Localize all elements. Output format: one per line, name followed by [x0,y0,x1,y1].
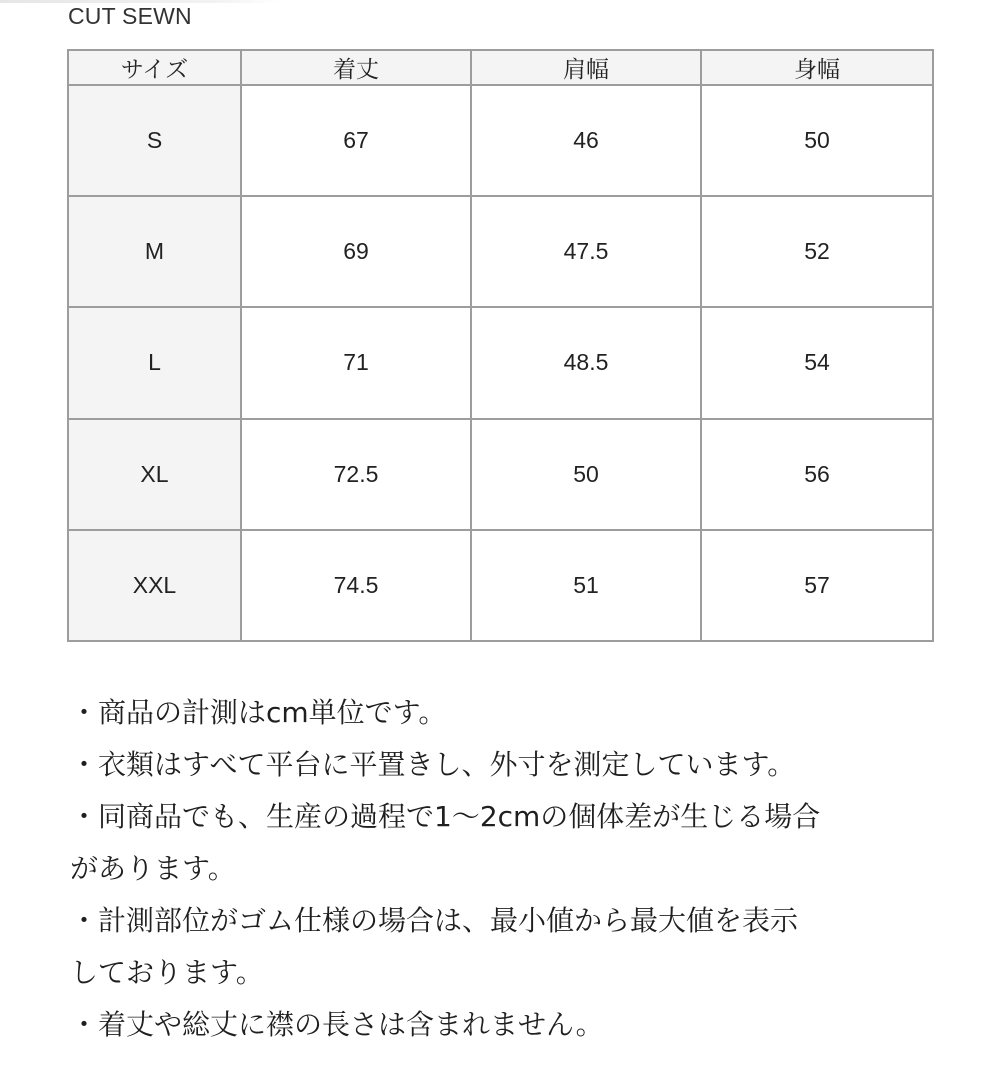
note-line: ・計測部位がゴム仕様の場合は、最小値から最大値を表示 [70,904,799,937]
note-line: ・同商品でも、生産の過程で1～2cmの個体差が生じる場合 [70,800,821,833]
length-cell: 72.5 [241,419,471,530]
measurement-notes [70,687,950,1051]
shoulder-cell: 47.5 [471,196,701,307]
length-cell: 71 [241,307,471,418]
header-length: 着丈 [241,50,471,85]
shoulder-cell: 48.5 [471,307,701,418]
shoulder-cell: 51 [471,530,701,641]
chest-cell: 57 [701,530,933,641]
note-line: ・商品の計測はcm単位です。 [70,696,447,729]
size-cell: XL [68,419,241,530]
size-cell: XXL [68,530,241,641]
header-chest: 身幅 [701,50,933,85]
table-row [68,196,933,307]
note-line: しております。 [70,956,264,989]
table-header-row [68,50,933,85]
chest-cell: 56 [701,419,933,530]
length-cell: 74.5 [241,530,471,641]
chest-cell: 52 [701,196,933,307]
header-size: サイズ [68,50,241,85]
size-table [67,49,934,642]
table-row [68,85,933,196]
table-row [68,530,933,641]
section-title: CUT SEWN [68,3,192,29]
table-row [68,307,933,418]
shoulder-cell: 50 [471,419,701,530]
length-cell: 69 [241,196,471,307]
size-cell: L [68,307,241,418]
note-line: があります。 [70,852,236,885]
header-shoulder: 肩幅 [471,50,701,85]
chest-cell: 50 [701,85,933,196]
note-line: ・衣類はすべて平台に平置きし、外寸を測定しています。 [70,748,796,781]
length-cell: 67 [241,85,471,196]
note-line: ・着丈や総丈に襟の長さは含まれません。 [70,1008,604,1041]
table-row [68,419,933,530]
size-cell: M [68,196,241,307]
chest-cell: 54 [701,307,933,418]
shoulder-cell: 46 [471,85,701,196]
size-cell: S [68,85,241,196]
